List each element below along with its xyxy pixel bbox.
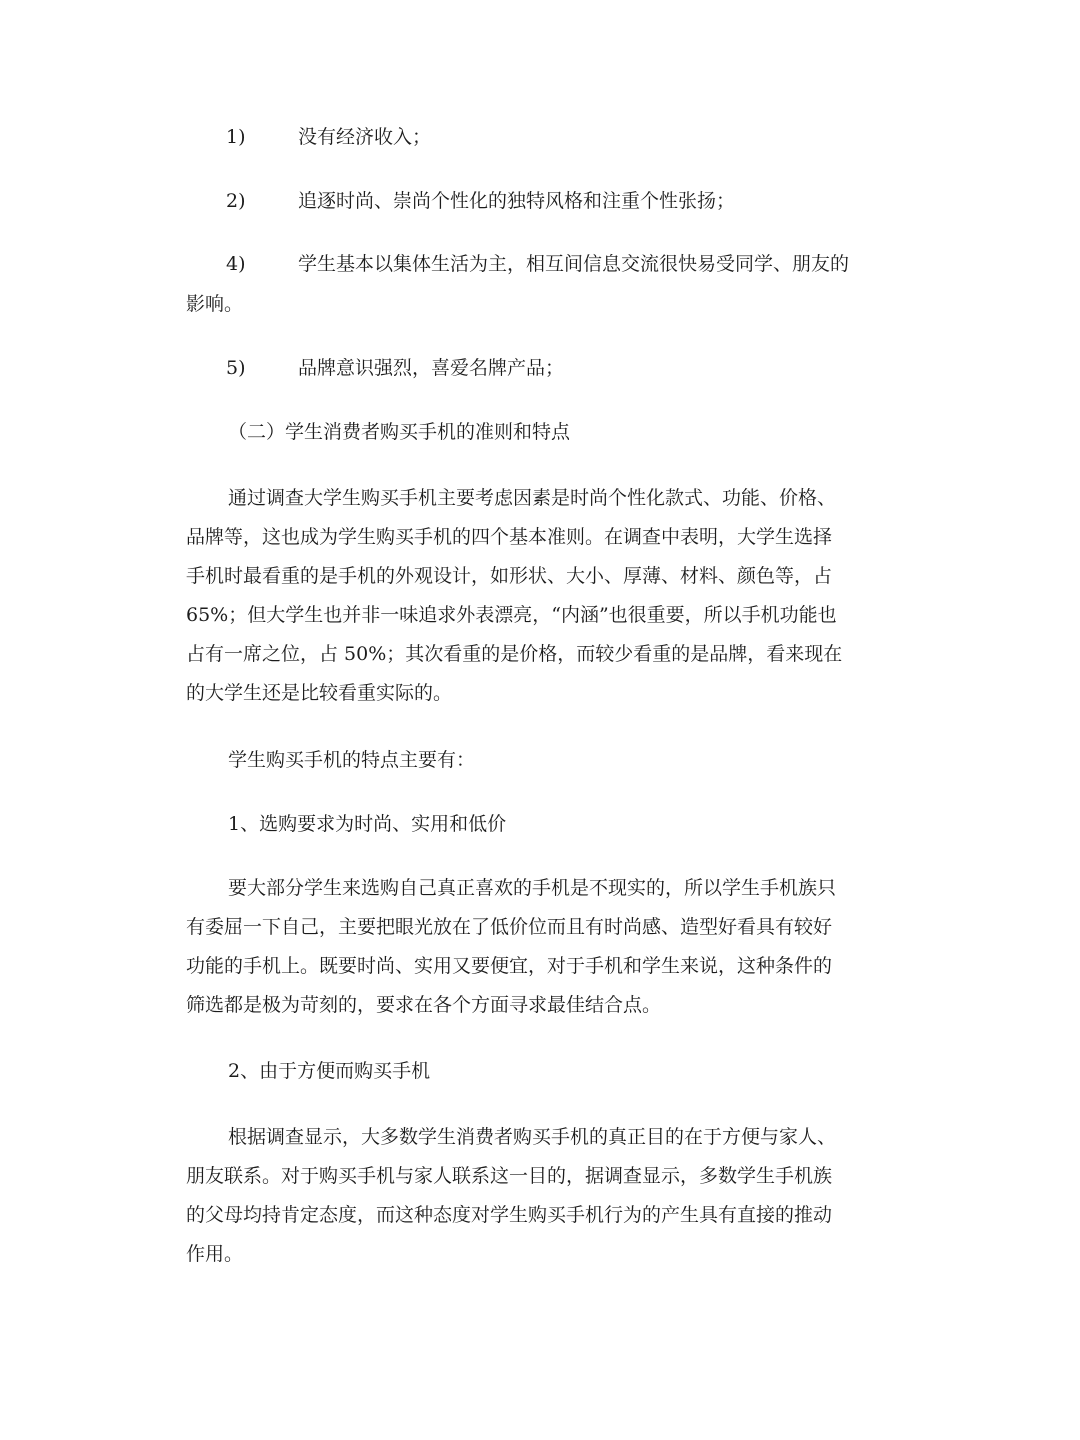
criteria-paragraph — [186, 479, 896, 713]
point2-paragraph — [186, 1118, 896, 1274]
list-item — [186, 244, 896, 324]
paragraph-line: 筛选都是极为苛刻的，要求在各个方面寻求最佳结合点。 — [186, 994, 662, 1016]
point1-paragraph — [186, 869, 896, 1025]
list-item-text: 追逐时尚、崇尚个性化的独特风格和注重个性张扬； — [298, 190, 736, 212]
paragraph-line: 要大部分学生来选购自己真正喜欢的手机是不现实的，所以学生手机族只 — [228, 877, 837, 899]
paragraph-line: 朋友联系。对于购买手机与家人联系这一目的，据调查显示，多数学生手机族 — [186, 1165, 833, 1187]
section-heading: （二）学生消费者购买手机的准则和特点 — [228, 421, 571, 443]
paragraph-line: 根据调查显示，大多数学生消费者购买手机的真正目的在于方便与家人、 — [228, 1126, 837, 1148]
paragraph-line: 有委屈一下自己，主要把眼光放在了低价位而且有时尚感、造型好看具有较好 — [186, 916, 833, 938]
list-item-number: 1) — [226, 126, 246, 148]
list-item — [186, 181, 896, 221]
list-item — [186, 348, 896, 388]
paragraph-line: 功能的手机上。既要时尚、实用又要便宜，对于手机和学生来说，这种条件的 — [186, 955, 833, 977]
paragraph-line: 的大学生还是比较看重实际的。 — [186, 682, 453, 704]
point1-heading: 1、选购要求为时尚、实用和低价 — [228, 813, 507, 835]
list-item-number: 4) — [226, 253, 246, 275]
paragraph-line: 的父母均持肯定态度，而这种态度对学生购买手机行为的产生具有直接的推动 — [186, 1204, 833, 1226]
paragraph-line: 65%；但大学生也并非一味追求外表漂亮，“内涵”也很重要，所以手机功能也 — [186, 604, 837, 626]
point2-heading: 2、由于方便而购买手机 — [228, 1060, 431, 1082]
list-item-text: 没有经济收入； — [298, 126, 432, 148]
paragraph-line: 手机时最看重的是手机的外观设计，如形状、大小、厚薄、材料、颜色等，占 — [186, 565, 833, 587]
paragraph-line: 作用。 — [186, 1243, 244, 1265]
list-item-number: 5) — [226, 357, 246, 379]
list-item-text: 品牌意识强烈，喜爱名牌产品； — [298, 357, 565, 379]
paragraph-line: 占有一席之位，占 50%；其次看重的是价格，而较少看重的是品牌，看来现在 — [186, 643, 843, 665]
list-item-text-continued: 影响。 — [186, 293, 244, 315]
features-intro: 学生购买手机的特点主要有： — [228, 749, 476, 771]
list-item — [186, 117, 896, 157]
paragraph-line: 通过调查大学生购买手机主要考虑因素是时尚个性化款式、功能、价格、 — [228, 487, 837, 509]
list-item-text: 学生基本以集体生活为主，相互间信息交流很快易受同学、朋友的 — [298, 253, 850, 275]
list-item-number: 2) — [226, 190, 246, 212]
paragraph-line: 品牌等，这也成为学生购买手机的四个基本准则。在调查中表明，大学生选择 — [186, 526, 833, 548]
